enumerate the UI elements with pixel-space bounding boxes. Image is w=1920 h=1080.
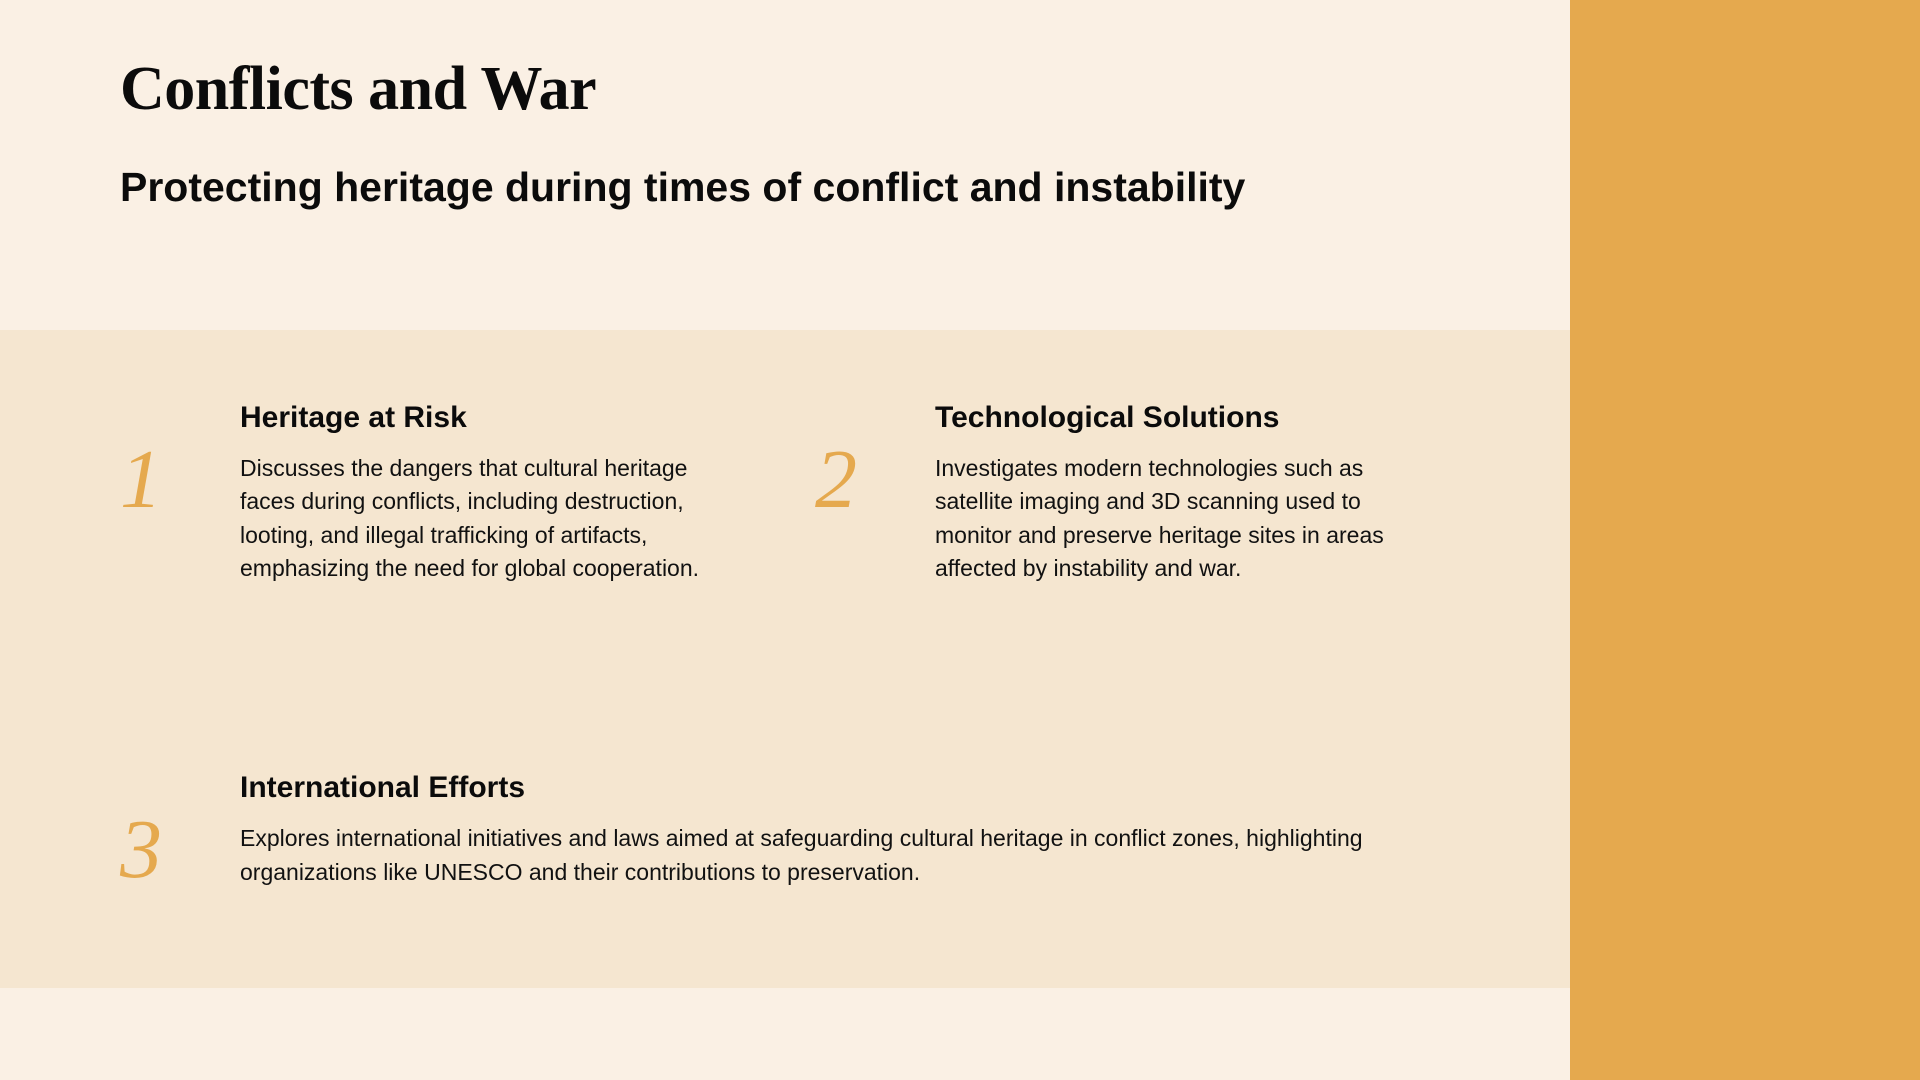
item-description: Discusses the dangers that cultural heritage faces during conflicts, including destruction, looting, and illegal trafficking of artifacts, emphasizing the need for global cooperation.: [240, 455, 700, 582]
item-number: 3: [120, 803, 162, 897]
slide-header: [0, 0, 1570, 330]
item-content: [240, 400, 785, 585]
item-description: Explores international initiatives and laws aimed at safeguarding cultural heritage in conflict zones, highlighting organizations like UNESCO and their contributions to preservation.: [240, 825, 1363, 885]
item-content: [935, 400, 1480, 585]
list-item: [120, 400, 815, 585]
content-panel: [0, 330, 1570, 988]
list-item: [815, 400, 1510, 585]
item-title: Heritage at Risk: [240, 401, 467, 434]
item-description: Investigates modern technologies such as satellite imaging and 3D scanning used to monitor and preserve heritage sites in areas affected by instability and war.: [935, 455, 1384, 582]
item-title: International Efforts: [240, 771, 526, 805]
accent-bar: [1570, 0, 1920, 1080]
content-row-top: [120, 400, 1510, 585]
item-title: Technological Solutions: [935, 401, 1280, 434]
content-grid: [120, 400, 1510, 897]
item-number: 2: [815, 433, 857, 526]
item-content: [240, 770, 1510, 889]
list-item: [120, 770, 1510, 897]
content-row-bottom: [120, 770, 1510, 897]
item-number: 1: [120, 433, 162, 526]
page-subtitle: Protecting heritage during times of conflict and instability: [120, 164, 1246, 211]
page-title: Conflicts and War: [120, 55, 597, 123]
